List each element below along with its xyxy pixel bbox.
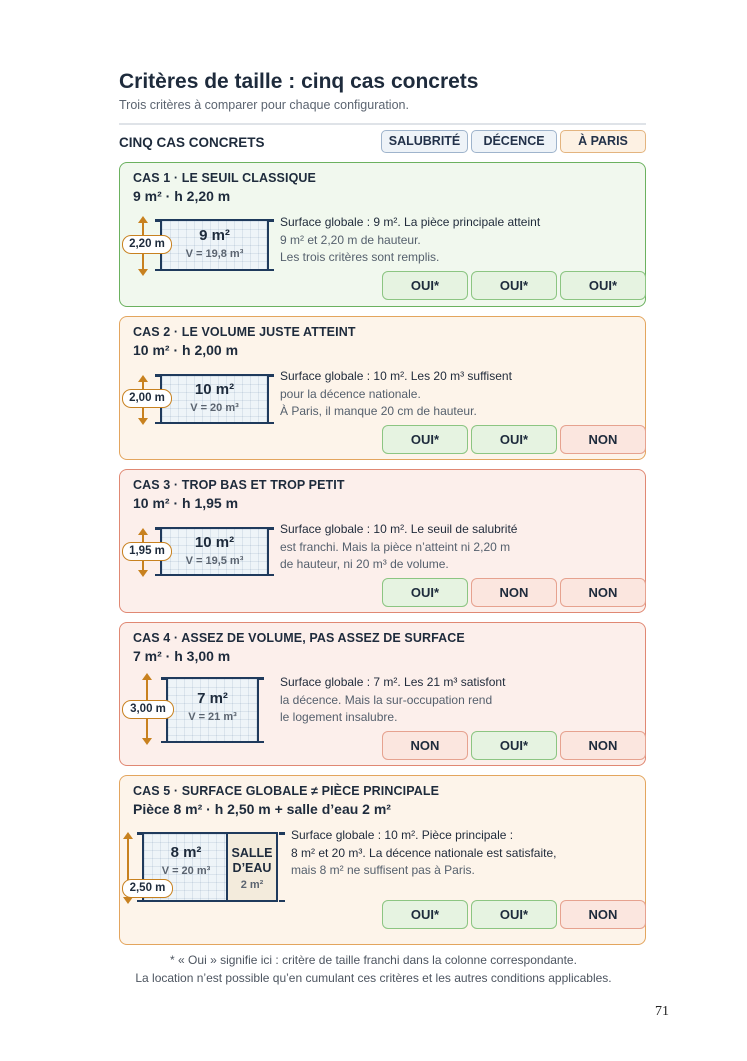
case-title: CAS 3 · TROP BAS ET TROP PETIT <box>133 478 345 492</box>
room-volume: V = 20 m³ <box>161 865 211 877</box>
page-number: 71 <box>655 1004 669 1019</box>
verdict-decence: OUI* <box>471 900 557 929</box>
case-dimensions: 7 m² · h 3,00 m <box>133 648 231 664</box>
case-card-1 <box>119 162 646 307</box>
room-area: 7 m² <box>197 690 228 707</box>
case-dimensions: 10 m² · h 2,00 m <box>133 342 239 358</box>
column-paris: À PARIS <box>560 130 646 153</box>
page-title: Critères de taille : cinq cas concrets <box>119 70 479 93</box>
height-label: 2,00 m <box>122 389 172 408</box>
room-area: 9 m² <box>199 227 230 244</box>
room-area: 10 m² <box>194 534 235 551</box>
verdict-decence: OUI* <box>471 731 557 760</box>
case-description: Surface globale : 9 m². La pièce principale atteint 9 m² et 2,20 m de hauteur. Les trois critères sont remplis. <box>280 215 541 264</box>
verdict-decence: OUI* <box>471 271 557 300</box>
case-title: CAS 1 · LE SEUIL CLASSIQUE <box>133 171 316 185</box>
verdict-paris: NON <box>560 731 646 760</box>
case-title: CAS 4 · ASSEZ DE VOLUME, PAS ASSEZ DE SURFACE <box>133 631 465 645</box>
room-plan <box>160 219 269 271</box>
height-label: 1,95 m <box>122 542 172 561</box>
verdict-paris: NON <box>560 578 646 607</box>
verdict-salubrite: OUI* <box>382 578 468 607</box>
case-dimensions: 10 m² · h 1,95 m <box>133 495 239 511</box>
room-plan <box>166 677 259 743</box>
page-subtitle: Trois critères à comparer pour chaque configuration. <box>119 98 409 112</box>
room-plan <box>160 527 269 576</box>
case-card-4 <box>119 622 646 766</box>
room-plan <box>160 374 269 424</box>
section-label: CINQ CAS CONCRETS <box>119 135 265 150</box>
verdict-decence: NON <box>471 578 557 607</box>
verdict-paris: OUI* <box>560 271 646 300</box>
verdict-salubrite: OUI* <box>382 425 468 454</box>
case-card-2 <box>119 316 646 460</box>
case-dimensions: Pièce 8 m² · h 2,50 m + salle d’eau 2 m² <box>133 801 391 817</box>
case-title: CAS 5 · SURFACE GLOBALE ≠ PIÈCE PRINCIPALE <box>133 784 440 798</box>
height-label: 3,00 m <box>122 700 174 719</box>
case-title: CAS 2 · LE VOLUME JUSTE ATTEINT <box>133 325 356 339</box>
case-description: Surface globale : 7 m². Les 21 m³ satisfont la décence. Mais la sur-occupation rend le logement insalubre. <box>280 675 506 724</box>
room-area: 8 m² <box>170 844 202 861</box>
footnote-line-1: * « Oui » signifie ici : critère de taille franchi dans la colonne correspondante. <box>170 953 577 967</box>
verdict-paris: NON <box>560 425 646 454</box>
salle-eau-area: 2 m² <box>240 879 264 891</box>
height-label: 2,20 m <box>122 235 172 254</box>
room-volume: V = 19,8 m³ <box>185 248 244 260</box>
case-dimensions: 9 m² · h 2,20 m <box>133 188 231 204</box>
room-volume: V = 21 m³ <box>188 711 237 723</box>
column-salubrite: SALUBRITÉ <box>381 130 468 153</box>
case-description: Surface globale : 10 m². Les 20 m³ suffisent pour la décence nationale. À Paris, il manque 20 cm de hauteur. <box>280 369 512 418</box>
room-volume: V = 20 m³ <box>190 402 239 414</box>
case-card-5 <box>119 775 646 945</box>
case-description: Surface globale : 10 m². Le seuil de salubrité est franchi. Mais la pièce n’atteint ni 2,20 m de hauteur, ni 20 m³ de volume. <box>280 522 518 571</box>
salle-eau-plan <box>226 832 278 902</box>
verdict-salubrite: OUI* <box>382 271 468 300</box>
divider <box>119 123 646 125</box>
verdict-salubrite: OUI* <box>382 900 468 929</box>
height-label: 2,50 m <box>122 879 173 898</box>
verdict-salubrite: NON <box>382 731 468 760</box>
case-description: Surface globale : 10 m². Pièce principale : 8 m² et 20 m³. La décence nationale est satisfaite, mais 8 m² ne suffisent pas à Paris. <box>291 828 557 877</box>
verdict-decence: OUI* <box>471 425 557 454</box>
room-volume: V = 19,5 m³ <box>185 555 244 567</box>
salle-eau-label: SALLE D’EAU <box>231 846 273 875</box>
footnote-line-2: La location n’est possible qu’en cumulant ces critères et les autres conditions applicables. <box>135 971 612 985</box>
case-card-3 <box>119 469 646 613</box>
room-area: 10 m² <box>194 381 235 398</box>
verdict-paris: NON <box>560 900 646 929</box>
column-decence: DÉCENCE <box>471 130 557 153</box>
